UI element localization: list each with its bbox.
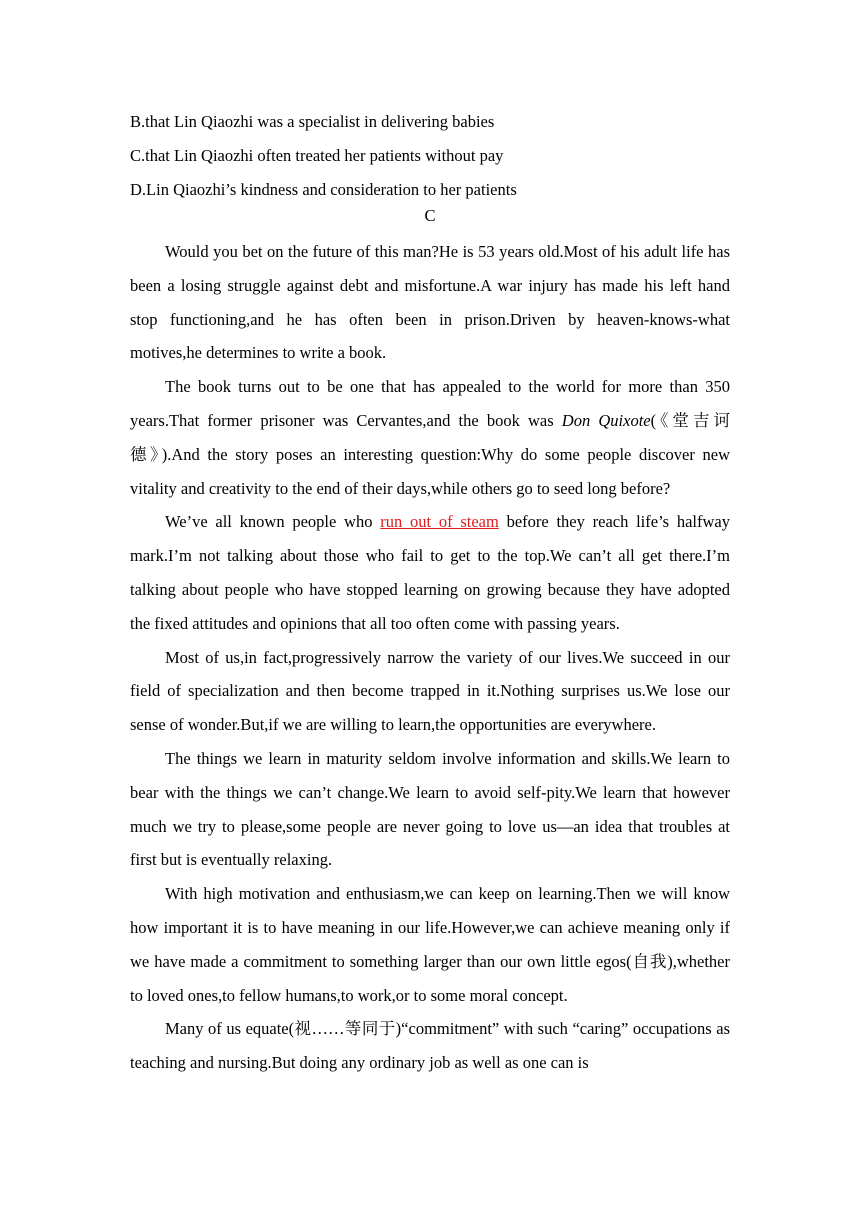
- paragraph-6: With high motivation and enthusiasm,we can keep on learning.Then we will know how important it is to have meaning in our life.However,we can achieve meaning only if we have made a commitment to something larger than our own little egos(自我),whether to loved ones,to fellow humans,to work,or to some moral concept.: [130, 884, 730, 1005]
- option-c: C.that Lin Qiaozhi often treated her patients without pay: [130, 146, 504, 165]
- paragraph-3-text-end: before they reach life’s halfway mark.I’m not talking about those who fail to get to the top.We can’t all get there.I’m talking about people who have stopped learning on growing because they have adopted the fixed attitudes and opinions that all too often come with passing years.: [130, 512, 730, 633]
- answer-options: [130, 105, 730, 207]
- paragraph-2: [130, 370, 730, 505]
- paragraph-3-text-start: We’ve all known people who: [165, 512, 381, 532]
- paragraph-2-text-start: The book turns out to be one that has appealed to the world for more than 350 years.That former prisoner was Cervantes,and the book was: [130, 377, 730, 430]
- paragraph-5: The things we learn in maturity seldom involve information and skills.We learn to bear with the things we can’t change.We learn to avoid self-pity.We learn that however much we try to please,some people are never going to love us—an idea that troubles at first but is eventually relaxing.: [130, 748, 730, 870]
- option-d: D.Lin Qiaozhi’s kindness and consideration to her patients: [130, 180, 517, 199]
- option-b: B.that Lin Qiaozhi was a specialist in delivering babies: [130, 112, 495, 131]
- section-heading: C: [424, 206, 436, 225]
- paragraph-1: Would you bet on the future of this man?He is 53 years old.Most of his adult life has been a losing struggle against debt and misfortune.A war injury has made his left hand stop functioning,and he has often been in prison.Driven by heaven-knows-what motives,he determines to write a book.: [130, 242, 730, 363]
- paragraph-4: Most of us,in fact,progressively narrow the variety of our lives.We succeed in our field of specialization and then become trapped in it.Nothing surprises us.We lose our sense of wonder.But,if we are willing to learn,the opportunities are everywhere.: [130, 647, 730, 735]
- paragraph-7: Many of us equate(视……等同于)“commitment” with such “caring” occupations as teaching and nursing.But doing any ordinary job as well as one can is: [130, 1019, 730, 1073]
- paragraph-2-text-end: (《堂吉诃德》).And the story poses an interesting question:Why do some people discover new vitality and creativity to the end of their days,while others go to seed long before?: [130, 410, 730, 498]
- paragraph-3: [130, 505, 730, 640]
- passage-body: [130, 235, 730, 1080]
- highlighted-phrase: run out of steam: [380, 512, 499, 532]
- book-title: Don Quixote: [561, 410, 651, 430]
